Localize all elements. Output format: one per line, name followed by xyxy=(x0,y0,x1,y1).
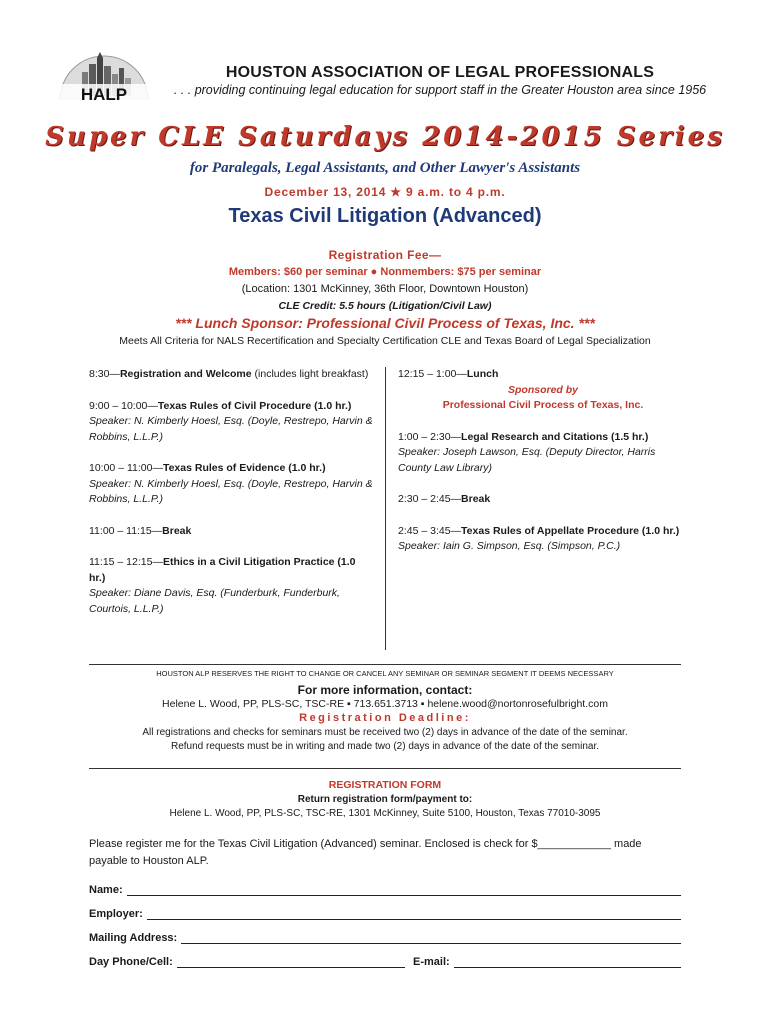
certification-criteria: Meets All Criteria for NALS Recertification and Specialty Certification CLE and Texas Board of Legal Specialization xyxy=(119,335,651,347)
schedule-item: 8:30—Registration and Welcome (includes light breakfast) xyxy=(89,368,369,380)
registration-form-heading: REGISTRATION FORM xyxy=(328,779,442,791)
location: (Location: 1301 McKinney, 36th Floor, Downtown Houston) xyxy=(241,283,529,295)
speaker: Speaker: Diane Davis, Esq. (Funderburk, Funderburk, Courtois, L.L.P.) xyxy=(89,587,340,615)
schedule-item: 9:00 – 10:00—Texas Rules of Civil Procedure (1.0 hr.) Speaker: N. Kimberly Hoesl, Esq. (Doyle, Restrepo, Harvin & Robbins, L.L.P.) xyxy=(89,399,373,443)
mailing-address-line[interactable] xyxy=(181,932,681,944)
deadline-heading: Registration Deadline: xyxy=(299,712,471,724)
schedule-item: 10:00 – 11:00—Texas Rules of Evidence (1.0 hr.) Speaker: N. Kimberly Hoesl, Esq. (Doyle, Restrepo, Harvin & Robbins, L.L.P.) xyxy=(89,462,373,505)
registration-statement: Please register me for the Texas Civil Litigation (Advanced) seminar. Enclosed is check for $____________ made payable to Houston ALP. xyxy=(89,838,642,867)
schedule-item: 11:00 – 11:15—Break xyxy=(89,524,192,537)
deadline-text: All registrations and checks for seminars must be received two (2) days in advance of the date of the seminar. xyxy=(142,727,628,738)
more-info-heading: For more information, contact: xyxy=(297,683,473,697)
schedule-item: 2:30 – 2:45—Break xyxy=(398,493,491,505)
disclaimer: HOUSTON ALP RESERVES THE RIGHT TO CHANGE OR CANCEL ANY SEMINAR OR SEMINAR SEGMENT IT DEEMS NECESSARY xyxy=(156,669,614,678)
phone-label: Day Phone/Cell: xyxy=(89,956,173,968)
return-address: Helene L. Wood, PP, PLS-SC, TSC-RE, 1301 McKinney, Suite 5100, Houston, Texas 77010-3095 xyxy=(169,808,601,819)
name-field[interactable] xyxy=(89,884,681,896)
email-field[interactable] xyxy=(413,956,681,968)
schedule-item: 11:15 – 12:15—Ethics in a Civil Litigation Practice (1.0 hr.) Speaker: Diane Davis, Esq. (Funderburk, Funderburk, Courtois, L.L.P.) xyxy=(89,556,356,615)
speaker: Speaker: N. Kimberly Hoesl, Esq. (Doyle, Restrepo, Harvin & Robbins, L.L.P.) xyxy=(89,477,373,505)
email-label: E-mail: xyxy=(413,956,450,968)
phone-field[interactable] xyxy=(89,956,405,968)
halp-logo xyxy=(56,50,152,104)
lunch-sponsor-banner: *** Lunch Sponsor: Professional Civil Process of Texas, Inc. *** xyxy=(175,315,595,331)
column-divider xyxy=(385,367,386,650)
lunch-sponsor-name: Professional Civil Process of Texas, Inc. xyxy=(442,399,644,411)
employer-field[interactable] xyxy=(89,908,681,920)
mailing-address-label: Mailing Address: xyxy=(89,932,178,944)
org-tagline: . . . providing continuing legal education for support staff in the Greater Houston area since 1956 xyxy=(173,83,707,97)
employer-line[interactable] xyxy=(147,908,681,920)
schedule-item: 2:45 – 3:45—Texas Rules of Appellate Procedure (1.0 hr.) Speaker: Iain G. Simpson, Esq. (Simpson, P.C.) xyxy=(398,524,680,552)
fee-details: Members: $60 per seminar ● Nonmembers: $75 per seminar xyxy=(228,266,542,278)
speaker: Speaker: Joseph Lawson, Esq. (Deputy Director, Harris County Law Library) xyxy=(398,446,656,474)
schedule-right xyxy=(398,367,688,571)
seminar-title: Texas Civil Litigation (Advanced) xyxy=(228,205,542,227)
phone-line[interactable] xyxy=(177,956,405,968)
series-title: Super CLE Saturdays 2014-2015 Series xyxy=(45,122,725,152)
schedule-left xyxy=(89,367,374,633)
divider xyxy=(89,664,681,665)
fee-heading: Registration Fee— xyxy=(328,248,442,262)
employer-label: Employer: xyxy=(89,908,143,920)
name-line[interactable] xyxy=(127,884,681,896)
refund-text: Refund requests must be in writing and made two (2) days in advance of the date of the seminar. xyxy=(170,741,600,752)
contact-info: Helene L. Wood, PP, PLS-SC, TSC-RE ▪ 713.651.3713 ▪ helene.wood@nortonrosefulbright.com xyxy=(162,698,608,710)
speaker: Speaker: Iain G. Simpson, Esq. (Simpson, P.C.) xyxy=(398,540,621,552)
speaker: Speaker: N. Kimberly Hoesl, Esq. (Doyle, Restrepo, Harvin & Robbins, L.L.P.) xyxy=(89,415,373,443)
schedule-item-lunch: 12:15 – 1:00—Lunch Sponsored by Professional Civil Process of Texas, Inc. xyxy=(398,367,688,414)
divider xyxy=(89,768,681,769)
org-name: HOUSTON ASSOCIATION OF LEGAL PROFESSIONALS xyxy=(225,64,655,81)
name-label: Name: xyxy=(89,884,123,896)
cle-credit: CLE Credit: 5.5 hours (Litigation/Civil Law) xyxy=(278,300,492,312)
series-subtitle: for Paralegals, Legal Assistants, and Other Lawyer's Assistants xyxy=(189,160,581,176)
logo-text: HALP xyxy=(80,85,128,104)
lunch-sponsored-by: Sponsored by xyxy=(507,383,578,396)
schedule-item: 1:00 – 2:30—Legal Research and Citations (1.5 hr.) Speaker: Joseph Lawson, Esq. (Deputy Director, Harris County Law Library) xyxy=(398,430,656,474)
mailing-address-field[interactable] xyxy=(89,932,681,944)
return-to-label: Return registration form/payment to: xyxy=(297,794,473,805)
phone-email-row xyxy=(89,956,681,968)
email-line[interactable] xyxy=(454,956,681,968)
event-date: December 13, 2014 ★ 9 a.m. to 4 p.m. xyxy=(264,185,506,199)
